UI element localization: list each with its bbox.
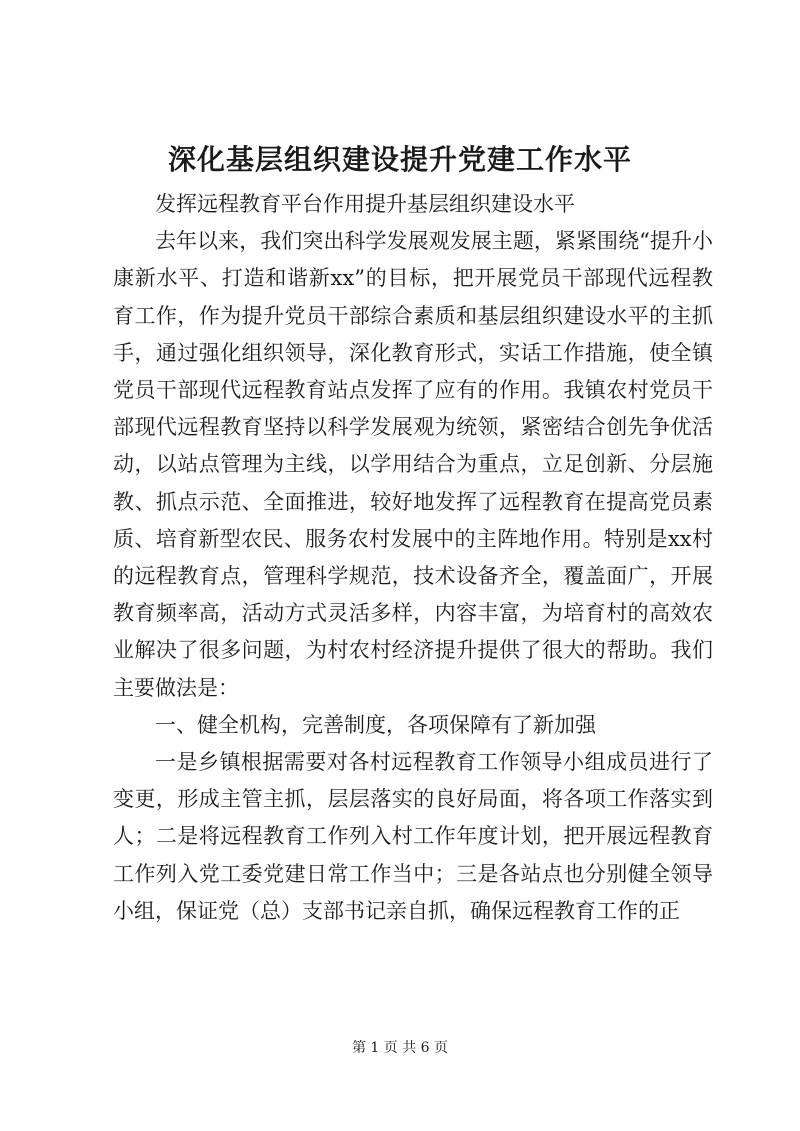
section-heading: 一、健全机构，完善制度，各项保障有了新加强 [155, 712, 596, 737]
document-body [113, 186, 713, 930]
subtitle-paragraph: 发挥远程教育平台作用提升基层组织建设水平 [155, 192, 575, 216]
intro-paragraph: 去年以来，我们突出科学发展观发展主题，紧紧围绕“提升小康新水平、打造和谐新xx”的目标，把开展党员干部现代远程教育工作，作为提升党员干部综合素质和基层组织建设水平的主抓手，通过强化组织领导，深化教育形式，实话工作措施，使全镇党员干部现代远程教育站点发挥了应有的作用。我镇农村党员干部现代远程教育坚持以科学发展观为统领，紧密结合创先争优活动，以站点管理为主线，以学用结合为重点，立足创新、分层施教、抓点示范、全面推进，较好地发挥了远程教育在提高党员素质、培育新型农民、服务农村发展中的主阵地作用。特别是xx村的远程教育点，管理科学规范，技术设备齐全，覆盖面广，开展教育频率高，活动方式灵活多样，内容丰富，为培育村的高效农业解决了很多问题，为村农村经济提升提供了很大的帮助。我们主要做法是： [113, 229, 713, 700]
document-title: 深化基层组织建设提升党建工作水平 [167, 143, 632, 176]
body-paragraph: 一是乡镇根据需要对各村远程教育工作领导小组成员进行了变更，形成主管主抓，层层落实的良好局面，将各项工作落实到人；二是将远程教育工作列入村工作年度计划，把开展远程教育工作列入党工委党建日常工作当中；三是各站点也分别健全领导小组，保证党（总）支部书记亲自抓，确保远程教育工作的正 [113, 750, 713, 923]
page-footer: 第 1 页 共 6 页 [351, 1040, 449, 1056]
